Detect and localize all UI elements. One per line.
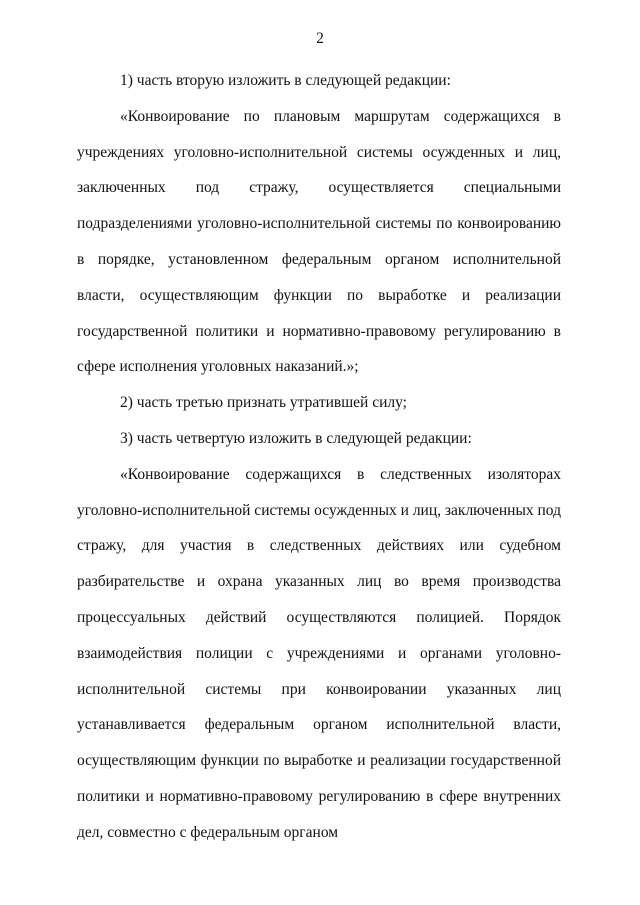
paragraph-quote-part-4: «Конвоирование содержащихся в следственных изоляторах уголовно-исполнительной системы осужденных и лиц, заключенных под стражу, для участия в следственных действиях или судебном разбирательстве и охрана указанных лиц во время производства процессуальных действий осуществляются полицией. Порядок взаимодействия полиции с учреждениями и органами уголовно-исполнительной системы при конвоировании указанных лиц устанавливается федеральным органом исполнительной власти, осуществляющим функции по выработке и реализации государственной политики и нормативно-правовому регулированию в сфере внутренних дел, совместно с федеральным органом	[77, 465, 561, 841]
paragraph-item-2: 2) часть третью признать утратившей силу;	[120, 394, 407, 412]
document-body	[77, 63, 561, 851]
page-number: 2	[316, 30, 324, 47]
paragraph-quote-part-2: «Конвоирование по плановым маршрутам содержащихся в учреждениях уголовно-исполнительной системы осужденных и лиц, заключенных под стражу, осуществляется специальными подразделениями уголовно-исполнительной системы по конвоированию в порядке, установленном федеральным органом исполнительной власти, осуществляющим функции по выработке и реализации государственной политики и нормативно-правовому регулированию в сфере исполнения уголовных наказаний.»;	[77, 107, 561, 376]
paragraph-item-3: 3) часть четвертую изложить в следующей редакции:	[120, 429, 472, 447]
paragraph-item-1: 1) часть вторую изложить в следующей редакции:	[120, 72, 451, 89]
